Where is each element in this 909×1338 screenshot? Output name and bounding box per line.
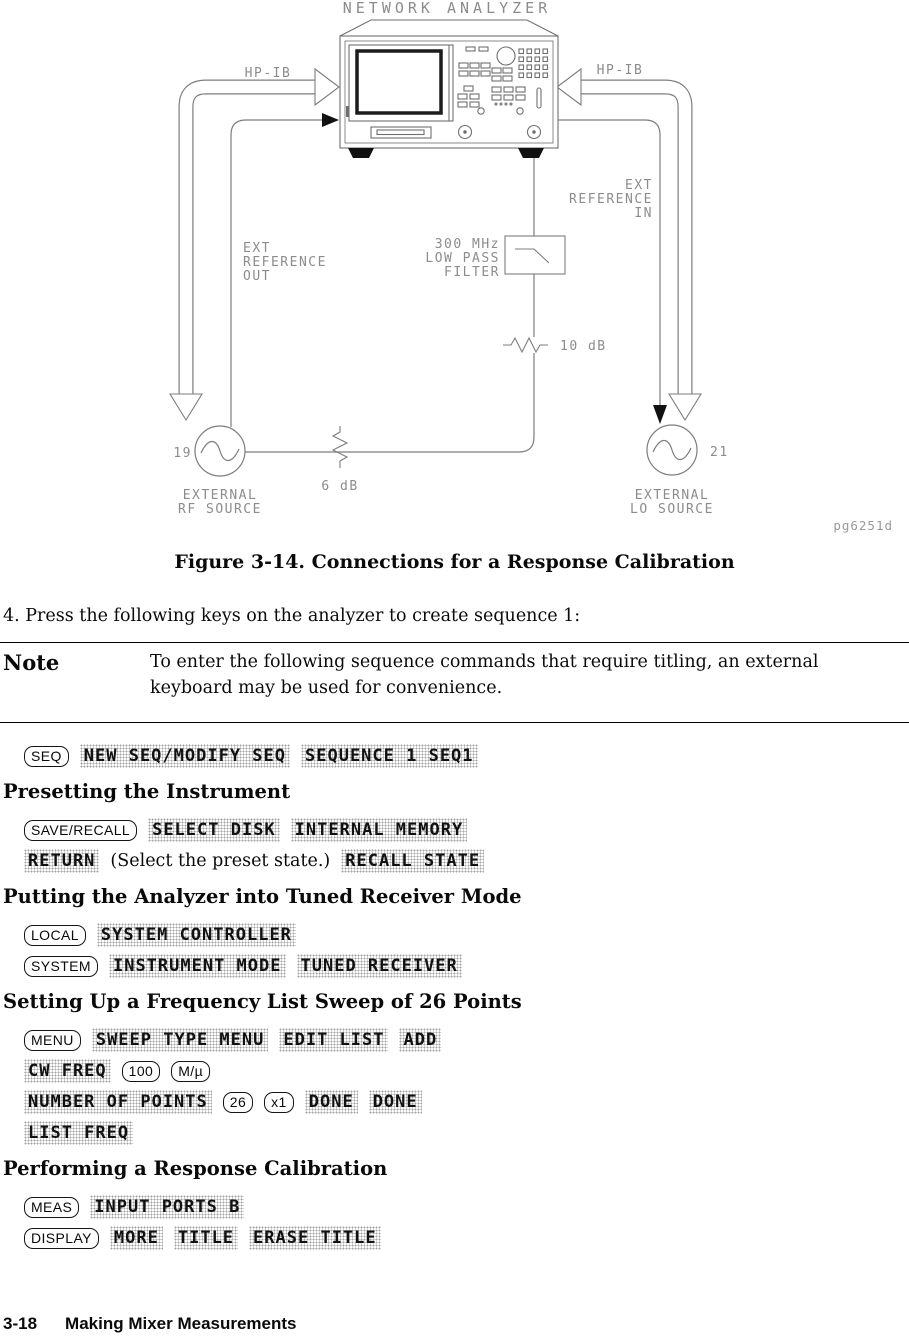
black-arrow-ext-ref-in [653, 405, 667, 424]
attenuator-6db [333, 426, 347, 468]
softkey-label: SEQUENCE 1 SEQ1 [301, 744, 478, 768]
key-sequence-line [24, 817, 909, 844]
front-panel-key: LOCAL [24, 925, 86, 946]
softkey-label: LIST FREQ [24, 1121, 133, 1145]
external-lo-source [647, 425, 697, 475]
chapter-title: Making Mixer Measurements [65, 1314, 297, 1333]
lo-source-label [630, 488, 714, 517]
atten-10db-label: 10 dB [560, 339, 607, 354]
main-signal-line [245, 139, 534, 452]
svg-text:300 MHz: 300 MHz [434, 237, 500, 252]
atten-6db-label: 6 dB [321, 479, 359, 494]
softkey-label: NUMBER OF POINTS [24, 1090, 212, 1114]
front-panel-key: MENU [24, 1030, 81, 1051]
sequence-section [0, 780, 909, 875]
sequence-section [0, 990, 909, 1147]
softkey-label: SYSTEM CONTROLLER [97, 923, 296, 947]
svg-text:REFERENCE: REFERENCE [569, 192, 653, 207]
key-sequence-line [24, 1027, 909, 1054]
hpib-right-label: HP-IB [596, 63, 644, 78]
softkey-label: EDIT LIST [279, 1028, 388, 1052]
svg-text:EXTERNAL: EXTERNAL [182, 488, 258, 503]
key-sequence-line [24, 1058, 909, 1085]
note-box [0, 642, 909, 723]
diagram-title: NETWORK ANALYZER [342, 0, 552, 17]
plot-id-label: pg6251d [833, 518, 893, 533]
rf-source-number: 19 [173, 446, 192, 461]
note-label: Note [3, 650, 60, 675]
arrowhead-to-rf-source [170, 394, 202, 420]
softkey-label: INTERNAL MEMORY [291, 818, 468, 842]
svg-text:EXT: EXT [625, 178, 653, 193]
figure-diagram [0, 0, 909, 545]
front-panel-key: x1 [264, 1092, 294, 1113]
key-sequence-line [24, 848, 909, 875]
arrowhead-into-analyzer-right [557, 69, 581, 105]
softkey-label: RETURN [24, 849, 99, 873]
arrowhead-into-analyzer-left [315, 69, 339, 105]
sequence-section [0, 743, 909, 770]
softkey-label: RECALL STATE [341, 849, 484, 873]
svg-text:LOW PASS: LOW PASS [425, 251, 500, 266]
ext-ref-in-label [569, 178, 653, 221]
connection-diagram-svg [0, 0, 909, 545]
lo-source-number: 21 [710, 445, 729, 460]
external-rf-source [195, 426, 245, 476]
softkey-label: TUNED RECEIVER [297, 954, 462, 978]
softkey-label: MORE [110, 1226, 163, 1250]
softkey-label: SELECT DISK [148, 818, 280, 842]
key-sequence-line [24, 1194, 909, 1221]
section-heading: Performing a Response Calibration [3, 1156, 388, 1180]
lpf-label [425, 237, 500, 280]
hpib-cable-right [557, 69, 701, 420]
figure-caption: Figure 3-14. Connections for a Response Calibration [174, 551, 735, 573]
ext-ref-out-label [243, 241, 327, 284]
softkey-label: ADD [399, 1028, 441, 1052]
softkey-label: INSTRUMENT MODE [109, 954, 286, 978]
arrowhead-to-lo-source [669, 394, 701, 420]
front-panel-key: DISPLAY [24, 1228, 99, 1249]
reference-lines [231, 120, 660, 452]
network-analyzer-drawing [340, 20, 558, 158]
attenuator-10db [503, 337, 553, 353]
page-number: 3-18 [3, 1314, 38, 1333]
front-panel-key: MEAS [24, 1197, 79, 1218]
front-panel-key: M/µ [171, 1061, 210, 1082]
key-sequence-line [24, 922, 909, 949]
key-sequence-line [24, 1225, 909, 1252]
softkey-label: TITLE [174, 1226, 238, 1250]
ext-ref-in-line [558, 120, 660, 405]
key-sequences [0, 743, 909, 1252]
sequence-section [0, 885, 909, 980]
front-panel-key: 100 [122, 1061, 161, 1082]
softkey-label: DONE [305, 1090, 358, 1114]
inline-text: (Select the preset state.) [110, 851, 331, 872]
section-heading: Putting the Analyzer into Tuned Receiver Mode [3, 884, 522, 908]
svg-text:OUT: OUT [243, 269, 271, 284]
svg-text:EXTERNAL: EXTERNAL [634, 488, 710, 503]
key-sequence-line [24, 1120, 909, 1147]
front-panel-key: SAVE/RECALL [24, 820, 137, 841]
step-instruction: 4. Press the following keys on the analyzer to create sequence 1: [3, 606, 581, 626]
softkey-label: ERASE TITLE [249, 1226, 381, 1250]
key-sequence-line [24, 743, 909, 770]
softkey-label: SWEEP TYPE MENU [92, 1028, 269, 1052]
front-panel-key: SEQ [24, 746, 69, 767]
rf-source-label [178, 488, 262, 517]
black-arrow-into-analyzer [322, 113, 339, 127]
svg-text:FILTER: FILTER [444, 265, 500, 280]
softkey-label: INPUT PORTS B [90, 1195, 244, 1219]
svg-text:RF SOURCE: RF SOURCE [178, 502, 262, 517]
softkey-label: CW FREQ [24, 1059, 111, 1083]
low-pass-filter-box [505, 236, 565, 274]
page-footer [3, 1314, 297, 1334]
sequence-section [0, 1157, 909, 1252]
svg-text:LO SOURCE: LO SOURCE [630, 502, 714, 517]
section-heading: Setting Up a Frequency List Sweep of 26 Points [3, 989, 522, 1013]
note-text: To enter the following sequence commands that require titling, an external keyboard may be used for convenience. [150, 652, 819, 698]
svg-text:REFERENCE: REFERENCE [243, 255, 327, 270]
key-sequence-line [24, 953, 909, 980]
front-panel-key: 26 [223, 1092, 253, 1113]
svg-text:IN: IN [634, 206, 653, 221]
softkey-label: NEW SEQ/MODIFY SEQ [80, 744, 290, 768]
hpib-left-label: HP-IB [244, 66, 292, 81]
svg-text:EXT: EXT [243, 241, 271, 256]
front-panel-key: SYSTEM [24, 956, 98, 977]
softkey-label: DONE [369, 1090, 422, 1114]
section-heading: Presetting the Instrument [3, 779, 291, 803]
key-sequence-line [24, 1089, 909, 1116]
crt-screen [357, 51, 441, 113]
